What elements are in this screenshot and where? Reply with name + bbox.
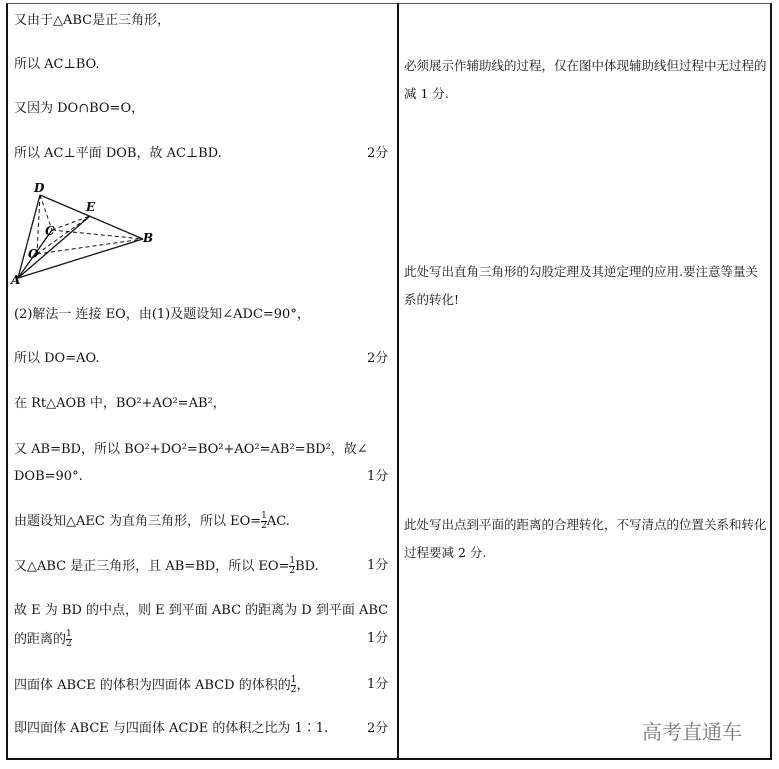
tetrahedron-figure <box>10 178 170 288</box>
label-o: O <box>28 247 39 261</box>
solution-line: 又由于△ABC是正三角形， <box>14 13 171 28</box>
solution-line: 所以 AC⊥平面 DOB，故 AC⊥BD. <box>14 146 222 161</box>
solution-text: 由题设知△AEC 为直角三角形，所以 EO= <box>14 514 262 529</box>
fraction-denominator: 2 <box>290 685 297 695</box>
fraction-denominator: 2 <box>66 639 72 649</box>
solution-line <box>14 630 72 649</box>
solution-line: (2)解法一 连接 EO，由(1)及题设知∠ADC=90°， <box>14 307 310 322</box>
grading-note: 此处写出直角三角形的勾股定理及其逆定理的应用.要注意等量关系的转化! <box>404 264 758 307</box>
solution-text: BD. <box>295 559 319 574</box>
score: 1分 <box>367 558 389 573</box>
solution-line <box>14 512 290 531</box>
solution-line: 故 E 为 BD 的中点，则 E 到平面 ABC 的距离为 D 到平面 ABC <box>14 603 389 618</box>
grading-note: 此处写出点到平面的距离的合理转化，不写清点的位置关系和转化过程要减 2 分. <box>404 517 767 560</box>
column-divider <box>397 3 399 760</box>
fraction-numerator: 1 <box>289 556 296 566</box>
solution-line: 即四面体 ABCE 与四面体 ACDE 的体积之比为 1∶1. <box>14 721 329 736</box>
label-e: E <box>86 200 96 214</box>
solution-line: 又 AB=BD，所以 BO²+DO²=BO²+AO²=AB²=BD²，故∠ <box>14 442 368 457</box>
solution-line <box>14 676 309 695</box>
solution-line: 所以 AC⊥BO. <box>14 57 100 72</box>
solution-line: 在 Rt△AOB 中，BO²+AO²=AB²， <box>14 396 226 411</box>
fraction-numerator: 1 <box>290 675 297 685</box>
fraction <box>66 630 72 649</box>
score: 2分 <box>367 721 389 736</box>
solution-line: DOB=90°. <box>14 469 83 484</box>
label-c: C <box>45 224 55 238</box>
solution-text: 又△ABC 是正三角形，且 AB=BD，所以 EO= <box>14 559 290 574</box>
fraction-denominator: 2 <box>289 566 296 576</box>
score: 1分 <box>367 677 389 692</box>
fraction-numerator: 1 <box>66 629 72 639</box>
solution-line: 所以 DO=AO. <box>14 351 100 366</box>
score: 2分 <box>367 351 389 366</box>
fraction-denominator: 2 <box>261 521 267 531</box>
solution-text: ， <box>296 678 310 693</box>
score: 1分 <box>367 469 389 484</box>
score: 2分 <box>367 146 389 161</box>
label-a: A <box>11 273 21 287</box>
solution-text: 四面体 ABCE 的体积为四面体 ABCD 的体积的 <box>14 678 291 693</box>
score: 1分 <box>367 631 389 646</box>
label-d: D <box>34 181 45 195</box>
watermark: 高考直通车 <box>642 720 742 744</box>
solution-text: AC. <box>266 514 290 529</box>
solution-line: 又因为 DO∩BO=O， <box>14 101 145 116</box>
fraction-numerator: 1 <box>261 511 267 521</box>
solution-text: 的距离的 <box>14 632 67 647</box>
solution-line <box>14 557 319 576</box>
grading-note: 必须展示作辅助线的过程，仅在图中体现辅助线但过程中无过程的减 1 分. <box>404 58 767 101</box>
label-b: B <box>143 231 154 245</box>
